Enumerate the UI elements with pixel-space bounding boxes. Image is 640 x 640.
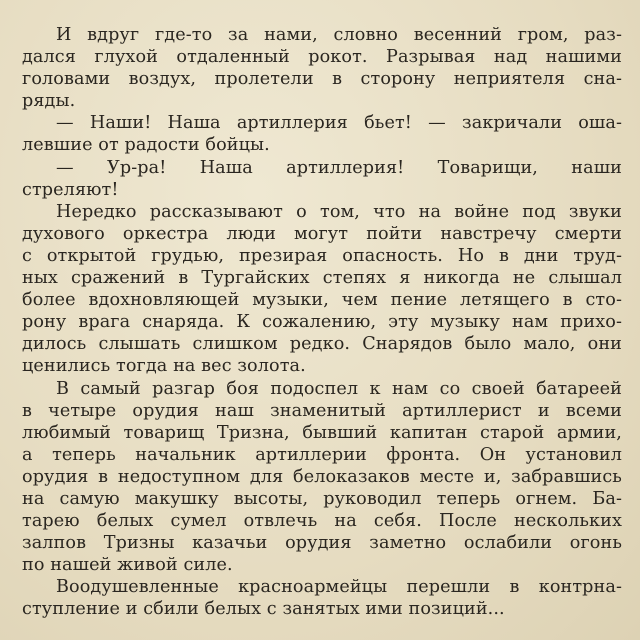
- text-line: орудия в недоступном для белоказаков месте и, забравшись: [22, 466, 622, 487]
- text-line: любимый товарищ Тризна, бывший капитан старой армии,: [22, 422, 622, 443]
- text-line: левшие от радости бойцы.: [22, 135, 270, 156]
- text-line: дилось слышать слишком редко. Снарядов было мало, они: [22, 334, 622, 355]
- text-line: головами воздух, пролетели в сторону неприятеля сна-: [22, 69, 622, 90]
- text-line: в четыре орудия наш знаменитый артиллерист и всеми: [22, 400, 622, 421]
- text-line: с открытой грудью, презирая опасность. Но в дни труд-: [22, 245, 622, 266]
- text-line: рону врага снаряда. К сожалению, эту музыку нам прихо-: [22, 312, 622, 333]
- text-line: Нередко рассказывают о том, что на войне под звуки: [56, 201, 622, 222]
- text-line: — Ур-ра! Наша артиллерия! Товарищи, наши: [56, 157, 622, 178]
- text-line: залпов Тризны казачьи орудия заметно ослабили огонь: [22, 533, 622, 554]
- text-line: И вдруг где-то за нами, словно весенний гром, раз-: [56, 25, 622, 45]
- text-line: тарею белых сумел отвлечь на себя. После нескольких: [22, 511, 622, 532]
- text-line: ценились тогда на вес золота.: [22, 356, 306, 377]
- text-line: на самую макушку высоты, руководил теперь огнем. Ба-: [22, 488, 622, 509]
- text-line: ступление и сбили белых с занятых ими позиций...: [22, 599, 505, 620]
- text-line: более вдохновляющей музыки, чем пение летящего в сто-: [22, 290, 622, 311]
- text-line: духового оркестра люди могут пойти навстречу смерти: [22, 223, 622, 244]
- text-line: В самый разгар боя подоспел к нам со своей батареей: [56, 378, 622, 399]
- text-line: — Наши! Наша артиллерия бьет! — закричали оша-: [56, 113, 622, 134]
- text-line: по нашей живой силе.: [22, 555, 233, 576]
- text-line: Воодушевленные красноармейцы перешли в контрна-: [56, 577, 622, 598]
- text-line: ных сражений в Тургайских степях я никогда не слышал: [22, 268, 622, 289]
- text-line-cut-off: [22, 621, 622, 640]
- text-line: а теперь начальник артиллерии фронта. Он установил: [22, 444, 622, 465]
- text-line: дался глухой отдаленный рокот. Разрывая над нашими: [22, 47, 622, 68]
- text-line: стреляют!: [22, 179, 119, 200]
- text-line: ряды.: [22, 91, 76, 112]
